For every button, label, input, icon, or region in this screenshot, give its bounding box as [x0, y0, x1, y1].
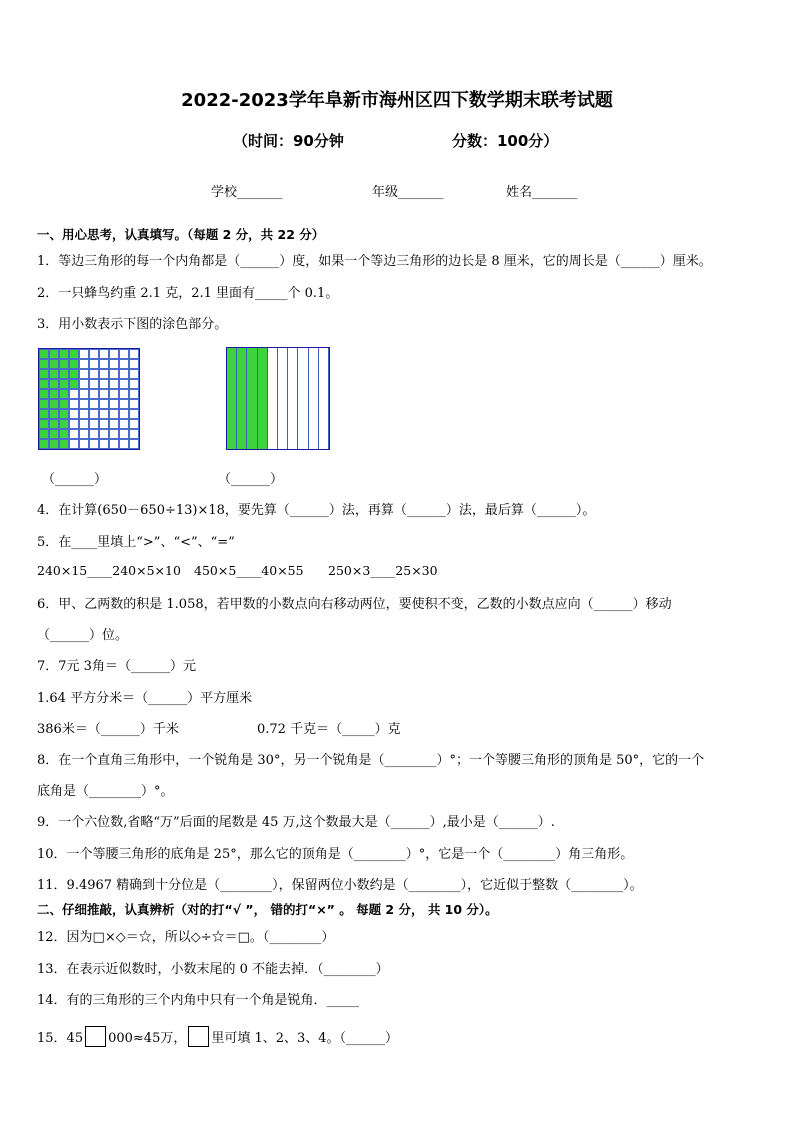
grid-cell	[69, 439, 79, 449]
grid-cell	[59, 409, 69, 419]
grid-cell	[119, 439, 129, 449]
grid-cell	[89, 389, 99, 399]
grid-cell	[99, 419, 109, 429]
grid-cell	[109, 439, 119, 449]
grid-cell	[89, 429, 99, 439]
grid-cell	[49, 439, 59, 449]
grid-cell	[59, 429, 69, 439]
grid-cell	[69, 379, 79, 389]
grid-cell	[59, 369, 69, 379]
grid-cell	[119, 399, 129, 409]
grid-cell	[99, 349, 109, 359]
shaded-strips-figure	[226, 347, 330, 450]
grid-cell	[109, 369, 119, 379]
grid-cell	[99, 369, 109, 379]
grid-cell	[39, 359, 49, 369]
question-7-c: 386米＝（______）千米	[37, 722, 179, 737]
grid-cell	[89, 359, 99, 369]
grid-cell	[109, 399, 119, 409]
grid-cell	[79, 369, 89, 379]
grid-cell	[49, 419, 59, 429]
grid-cell	[129, 379, 139, 389]
grid-cell	[49, 389, 59, 399]
grid-cell	[39, 439, 49, 449]
question-8-line2: 底角是（________）°。	[37, 784, 174, 799]
grid-cell	[69, 359, 79, 369]
grid-cell	[39, 429, 49, 439]
section2-heading: 二、仔细推敲，认真辨析（对的打“√ ”， 错的打“×” 。 每题 2 分， 共 10 分）。	[37, 902, 498, 917]
question-5-item-c: 250×3____25×30	[328, 563, 438, 578]
question-6-line1: 6．甲、乙两数的积是 1.058，若甲数的小数点向右移动两位，要使积不变，乙数的小数点应向（______）移动	[37, 597, 672, 612]
grid-cell	[109, 389, 119, 399]
question-12: 12．因为□×◇＝☆，所以◇÷☆＝□。（________）	[37, 930, 335, 945]
grid-cell	[99, 379, 109, 389]
grid-cell	[129, 389, 139, 399]
grid-cell	[59, 379, 69, 389]
grid-cell	[79, 359, 89, 369]
grid-cell	[59, 419, 69, 429]
grid-cell	[119, 369, 129, 379]
strip-cell	[258, 348, 268, 449]
grid-cell	[49, 369, 59, 379]
grid-cell	[39, 399, 49, 409]
grid-cell	[89, 439, 99, 449]
school-field: 学校_______	[211, 185, 283, 200]
strip-cell	[309, 348, 319, 449]
question-5-item-b: 450×5____40×55	[194, 563, 304, 578]
grid-cell	[119, 429, 129, 439]
question-3-answer-a: （______）	[42, 472, 108, 487]
grid-cell	[129, 349, 139, 359]
grid-cell	[39, 349, 49, 359]
grid-cell	[69, 429, 79, 439]
question-5: 5．在____里填上“>”、“<”、“=”	[37, 535, 235, 550]
grid-cell	[69, 349, 79, 359]
grid-cell	[99, 359, 109, 369]
grid-cell	[39, 419, 49, 429]
grid-cell	[49, 349, 59, 359]
grid-cell	[109, 409, 119, 419]
grid-cell	[79, 429, 89, 439]
grid-cell	[69, 369, 79, 379]
grid-cell	[59, 359, 69, 369]
grid-cell	[79, 439, 89, 449]
grid-cell	[109, 349, 119, 359]
question-4: 4．在计算(650－650÷13)×18，要先算（______）法，再算（______）法，最后算（______）。	[37, 503, 596, 518]
grid-cell	[109, 379, 119, 389]
question-8-line1: 8．在一个直角三角形中，一个锐角是 30°，另一个锐角是（________）°；一个等腰三角形的顶角是 50°，它的一个	[37, 753, 705, 768]
question-10: 10．一个等腰三角形的底角是 25°，那么它的顶角是（________）°，它是一个（________）角三角形。	[37, 847, 634, 862]
grid-cell	[59, 439, 69, 449]
grid-cell	[89, 349, 99, 359]
question-6-line2: （______）位。	[37, 628, 129, 643]
strip-cell	[319, 348, 329, 449]
question-14: 14．有的三角形的三个内角中只有一个角是锐角．_____	[37, 993, 360, 1008]
grid-cell	[99, 389, 109, 399]
question-9: 9．一个六位数,省略“万”后面的尾数是 45 万,这个数最大是（______）,最小是（______）.	[37, 815, 555, 830]
question-15	[37, 1026, 398, 1047]
grid-cell	[129, 359, 139, 369]
name-field: 姓名_______	[506, 185, 578, 200]
strip-cell	[237, 348, 247, 449]
grid-cell	[89, 419, 99, 429]
grid-cell	[99, 399, 109, 409]
grid-cell	[79, 379, 89, 389]
grid-cell	[59, 389, 69, 399]
question-3-answer-b: （______）	[218, 472, 284, 487]
grid-cell	[79, 349, 89, 359]
grid-cell	[99, 409, 109, 419]
question-15-suffix: 里可填 1、2、3、4。（______）	[211, 1031, 399, 1046]
grid-cell	[129, 429, 139, 439]
strip-cell	[278, 348, 288, 449]
grid-cell	[39, 379, 49, 389]
grid-cell	[49, 399, 59, 409]
question-7-a: 7．7元 3角＝（______）元	[37, 659, 196, 674]
grid-cell	[59, 349, 69, 359]
time-info: （时间：90分钟	[233, 132, 344, 150]
grid-cell	[49, 429, 59, 439]
grid-cell	[129, 399, 139, 409]
question-2: 2．一只蜂鸟约重 2.1 克，2.1 里面有_____个 0.1。	[37, 286, 339, 301]
grid-cell	[89, 399, 99, 409]
grid-cell	[39, 369, 49, 379]
grid-cell	[89, 369, 99, 379]
grid-cell	[89, 379, 99, 389]
shaded-grid-figure	[38, 348, 140, 450]
grid-cell	[109, 359, 119, 369]
section1-heading: 一、用心思考，认真填写。（每题 2 分，共 22 分）	[37, 227, 325, 242]
score-info: 分数：100分）	[452, 132, 559, 150]
question-7-b: 1.64 平方分米＝（______）平方厘米	[37, 691, 253, 706]
page-title: 2022-2023学年阜新市海州区四下数学期末联考试题	[181, 90, 613, 111]
grid-cell	[79, 409, 89, 419]
grid-cell	[49, 379, 59, 389]
grid-cell	[129, 439, 139, 449]
grid-cell	[109, 429, 119, 439]
question-15-middle: 000≈45万，	[108, 1031, 187, 1046]
answer-box	[85, 1026, 106, 1047]
grid-cell	[39, 409, 49, 419]
question-11: 11．9.4967 精确到十分位是（________），保留两位小数约是（________），它近似于整数（________）。	[37, 878, 643, 893]
grid-cell	[119, 379, 129, 389]
grid-cell	[79, 389, 89, 399]
strip-cell	[298, 348, 308, 449]
grid-cell	[129, 369, 139, 379]
grid-cell	[79, 419, 89, 429]
grid-cell	[119, 389, 129, 399]
strip-cell	[268, 348, 278, 449]
grid-cell	[129, 409, 139, 419]
grid-cell	[119, 419, 129, 429]
grid-cell	[79, 399, 89, 409]
grid-cell	[69, 419, 79, 429]
grid-cell	[119, 409, 129, 419]
strip-cell	[288, 348, 298, 449]
question-15-prefix: 15．45	[37, 1031, 84, 1046]
grid-cell	[69, 399, 79, 409]
grid-cell	[49, 359, 59, 369]
grid-cell	[49, 409, 59, 419]
answer-box	[188, 1026, 209, 1047]
question-1: 1．等边三角形的每一个内角都是（______）度，如果一个等边三角形的边长是 8 厘米，它的周长是（______）厘米。	[37, 254, 712, 269]
question-3: 3．用小数表示下图的涂色部分。	[37, 317, 228, 332]
grid-cell	[109, 419, 119, 429]
grid-cell	[129, 419, 139, 429]
grid-cell	[69, 409, 79, 419]
grid-cell	[119, 359, 129, 369]
grid-cell	[39, 389, 49, 399]
strip-cell	[227, 348, 237, 449]
grid-cell	[99, 439, 109, 449]
grid-cell	[59, 399, 69, 409]
question-5-item-a: 240×15____240×5×10	[37, 563, 181, 578]
grade-field: 年级_______	[372, 185, 444, 200]
grid-cell	[89, 409, 99, 419]
question-13: 13．在表示近似数时，小数末尾的 0 不能去掉．（________）	[37, 962, 389, 977]
grid-cell	[119, 349, 129, 359]
grid-cell	[99, 429, 109, 439]
question-7-d: 0.72 千克＝（_____）克	[257, 722, 401, 737]
grid-cell	[69, 389, 79, 399]
strip-cell	[247, 348, 257, 449]
